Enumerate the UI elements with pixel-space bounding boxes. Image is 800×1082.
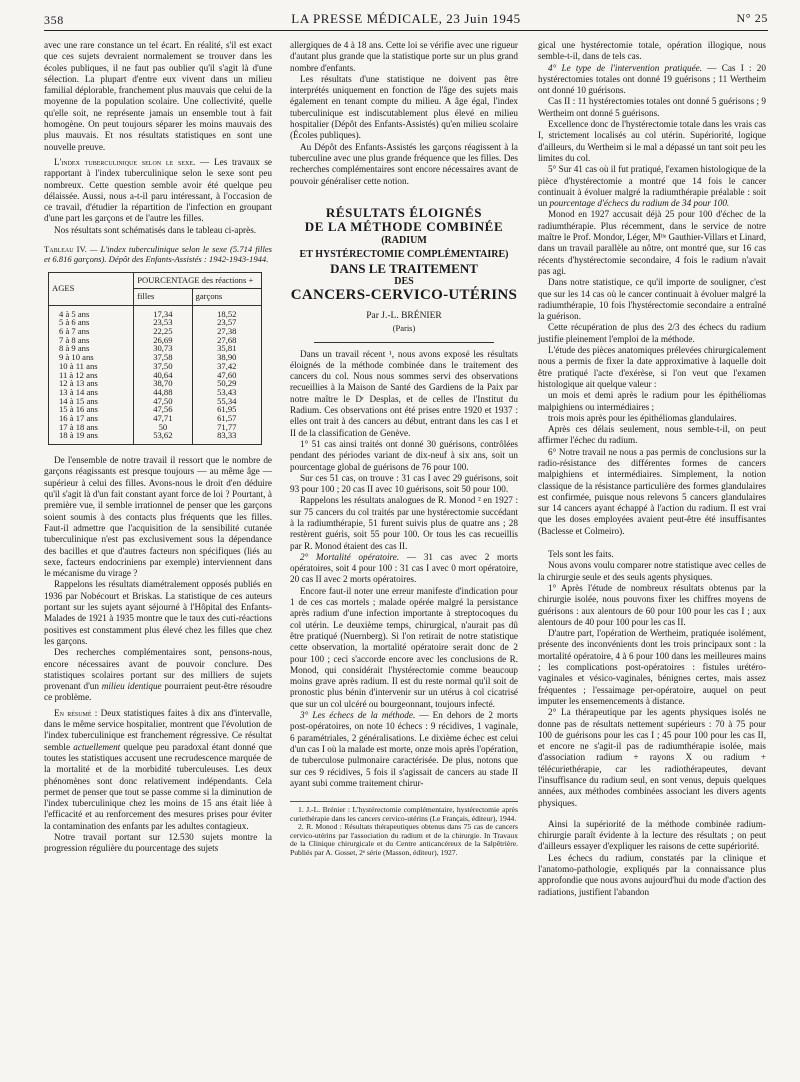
table-header-girls: filles bbox=[134, 289, 192, 305]
column-right bbox=[538, 40, 766, 898]
boys-cell: 83,33 bbox=[192, 431, 261, 444]
age-cell: 18 à 19 ans bbox=[49, 431, 134, 444]
paragraph: 5° Sur 41 cas où il fut pratiqué, l'examen histologique de la pièce d'hystérectomie a montré que 14 fois le cancer continuait à évoluer malgré la radiumthérapie préalable : soit un pourcentage d'échecs du radium de 34 pour 100. bbox=[538, 164, 766, 209]
paragraph: Encore faut-il noter une erreur manifeste d'indication pour 1 de ces cas mortels ; malade opérée malgré la persistance après radium d'une infection importante à streptocoques du col utérin. Le deuxième temps, chirurgical, n'aurait pas dû être pratiqué (Nuernberg). Si l'on retirait de notre statistique cette observation, la mortalité opératoire serait donc de 2 pour 100 ; ceci s'accorde encore avec les conclusions de R. Monod, qui considérait l'hystérectomie comme beaucoup moins grave après radium. Il est du reste normal qu'il soit de pronostic plus bénin d'intervenir sur un utérus à col cicatrisé que sur un col ulcéré ou bourgeonnant, toujours infecté. bbox=[290, 585, 518, 709]
paragraph: Notre travail portant sur 12.530 sujets montre la progression régulière du pourcentage des sujets bbox=[44, 831, 272, 854]
girls-cell: 38,70 bbox=[134, 379, 192, 388]
age-cell: 13 à 14 ans bbox=[49, 388, 134, 397]
resume-heading: En résumé : bbox=[54, 707, 98, 718]
paragraph: un mois et demi après le radium pour les épithéliomas malpighiens ou intermédiaires ; bbox=[538, 390, 766, 412]
boys-cell: 35,81 bbox=[192, 344, 261, 353]
age-cell: 4 à 5 ans bbox=[49, 305, 134, 318]
boys-cell: 55,34 bbox=[192, 397, 261, 406]
boys-cell: 38,90 bbox=[192, 353, 261, 362]
table-header-boys: garçons bbox=[192, 289, 261, 305]
girls-cell: 23,53 bbox=[134, 318, 192, 327]
section-heading: L'index tuberculinique selon le sexe. bbox=[54, 156, 196, 167]
paragraph: En résumé : Deux statistiques faites à dix ans d'intervalle, dans le même service hospitalier, montrent que l'évolution de l'index tuberculinique est franchement régressive. Ce résultat semble actuellement quelque peu paradoxal étant donné que toutes les statistiques accusent une recrudescence marquée de la mortalité et de la morbidité tuberculeuses. Les deux phénomènes sont donc relativement indépendants. Cela permet de penser que tout se passe comme si la diminution de l'index tuberculinique chez les moins de 15 ans était liée à l'efficacité et au renforcement des mesures prises pour éviter la contamination des enfants par les adultes contagieux. bbox=[44, 707, 272, 831]
paragraph: 1° 51 cas ainsi traités ont donné 30 guérisons, contrôlées pendant des périodes variant de dix-neuf à six ans, soit un pourcentage global de guérisons de 76 pour 100. bbox=[290, 438, 518, 472]
age-cell: 14 à 15 ans bbox=[49, 397, 134, 406]
age-cell: 7 à 8 ans bbox=[49, 336, 134, 345]
age-cell: 8 à 9 ans bbox=[49, 344, 134, 353]
paragraph: 4° Le type de l'intervention pratiquée. — Cas I : 20 hystérectomies totales ont donné 19 guérisons ; 11 Wertheim ont donné 10 guérisons. bbox=[538, 62, 766, 96]
boys-cell: 71,77 bbox=[192, 423, 261, 432]
table-row bbox=[49, 431, 262, 444]
paragraph: Après ces délais seulement, nous semble-t-il, on peut affirmer l'échec du radium. bbox=[538, 424, 766, 446]
paragraph: gical une hystérectomie totale, opération illogique, nous semble-t-il, dans de tels cas. bbox=[538, 40, 766, 62]
article-byline: Par J.-L. BRÉNIER bbox=[366, 310, 442, 321]
age-cell: 9 à 10 ans bbox=[49, 353, 134, 362]
article-title-line: DANS LE TRAITEMENT bbox=[330, 261, 478, 277]
article-title-line: CANCERS-CERVICO-UTÉRINS bbox=[290, 286, 518, 303]
paragraph: 6° Notre travail ne nous a pas permis de conclusions sur la radio-résistance des différentes formes de cancers malpighiens et intermédiaires. Simplement, la notion classique de la résistance particulière des formes glandulaires est confirmée, puisque nous relevons 5 cancers glandulaires sur 14 cancers ayant échappé à l'action du radium. Il est vrai que les doses employées avaient peut-être été insuffisantes (Baclesse et Colmeiro). bbox=[538, 446, 766, 536]
boys-cell: 53,43 bbox=[192, 388, 261, 397]
journal-title: LA PRESSE MÉDICALE, 23 Juin 1945 bbox=[291, 11, 521, 26]
divider bbox=[314, 342, 494, 343]
paragraph: Cette récupération de plus des 2/3 des échecs du radium justifie pleinement l'emploi de la méthode. bbox=[538, 322, 766, 344]
girls-cell: 47,50 bbox=[134, 397, 192, 406]
page-number: 358 bbox=[44, 13, 64, 27]
data-table bbox=[48, 272, 262, 445]
girls-cell: 30,73 bbox=[134, 344, 192, 353]
girls-cell: 26,69 bbox=[134, 336, 192, 345]
paragraph: avec une rare constance un tel écart. En réalité, s'il est exact que ces sujets devraient normalement se trouver dans les écoles publiques, il ne faut pas oublier qu'il s'agit là d'une sélection. La plupart d'entre eux vivent dans un milieu familial déplorable, franchement plus mauvais que celui de la moyenne de la population scolaire. Une collectivité, quelle qu'elle soit, ne représente jamais un ensemble tout à fait homogène. On peut toujours séparer les moins mauvais des plus mauvais. Et nos résultats statistiques en sont une nouvelle preuve. bbox=[44, 40, 272, 152]
paragraph: Les échecs du radium, constatés par la clinique et l'anatomo-pathologie, expliqués par la connaissance plus approfondie que nous avons aujourd'hui du mode d'action des radiations, justifient l'abandon bbox=[538, 852, 766, 897]
article-title-line: DES bbox=[394, 276, 414, 288]
paragraph: D'autre part, l'opération de Wertheim, pratiquée isolément, présente des inconvénients dont les trois principaux sont : la mortalité opératoire, 4 à 6 pour 100 dans les meilleures mains ; les complications post-opératoires : fistules urétéro-vaginales et vésico-vaginales, bénignes certes, mais assez fréquentes ; l'essaimage per-opératoire, auquel on peut imputer les ensemencements à distance. bbox=[538, 628, 766, 706]
paragraph: 1° Après l'étude de nombreux résultats obtenus par la chirurgie isolée, nous pouvons fixer les chiffres moyens de guérisons : aux alentours de 60 pour 100 pour les cas I ; aux alentours de 40 pour 100 pour les cas II. bbox=[538, 582, 766, 627]
footnote: 2. R. Monod : Résultats thérapeutiques obtenus dans 75 cas de cancers cervico-utérins par l'association du radium et de la chirurgie. In Travaux de la Clinique chirurgicale et du Centre anticancéreux de la Salpêtrière. Publiés par A. Gosset, 2ᵉ série (Masson, éditeur), 1927. bbox=[290, 822, 518, 858]
paragraph: De l'ensemble de notre travail il ressort que le nombre de garçons réagissants est presque toujours — au même âge — supérieur à celui des filles. Avons-nous le droit d'en déduire qu'il s'agit là d'un fait constant ayant force de loi ? Pourtant, à première vue, il semble irrationnel de penser que les garçons soient soumis à des contacts plus fréquents que les filles. Faut-il admettre que l'acquisition de la sensibilité cutanée tuberculinique n'est pas exclusivement sous la dépendance des bacilles et que d'autres facteurs non spécifiques (liés au sexe, facteurs endocriniens par exemple) interviennent dans le mécanisme du virage ? bbox=[44, 455, 272, 579]
column-middle bbox=[290, 40, 518, 858]
boys-cell: 47,60 bbox=[192, 371, 261, 380]
paragraph: Les résultats d'une statistique ne doivent pas être interprétés uniquement en fonction de l'âge des sujets mais également en tenant compte du milieu. A âge égal, l'index tuberculinique est indiscutablement plus élevé en milieu hospitalier (Dépôt des Enfants-Assistés) qu'en milieu scolaire (Écoles publiques). bbox=[290, 73, 518, 141]
column-left bbox=[44, 40, 272, 855]
paragraph: Nous avons voulu comparer notre statistique avec celles de la chirurgie seule et des seuls agents physiques. bbox=[538, 560, 766, 582]
boys-cell: 18,52 bbox=[192, 305, 261, 318]
paragraph: trois mois après pour les épithéliomas glandulaires. bbox=[548, 412, 737, 423]
paragraph: L'étude des pièces anatomiques prélevées chirurgicalement nous a permis de fixer la date approximative à laquelle doit être pratiqué l'acte d'exérèse, si l'on veut que l'examen histologique ait quelque valeur : bbox=[538, 345, 766, 389]
girls-cell: 40,64 bbox=[134, 371, 192, 380]
issue-number: N° 25 bbox=[736, 11, 768, 25]
paragraph: Tels sont les faits. bbox=[548, 549, 614, 560]
paragraph: 2° Mortalité opératoire. — 31 cas avec 2 morts opératoires, soit 4 pour 100 : 31 cas I avec 0 mort opératoire, 20 cas II avec 2 morts opératoires. bbox=[290, 551, 518, 585]
paragraph: Rappelons les résultats analogues de R. Monod ² en 1927 : sur 75 cancers du col traités par une hystérectomie succédant à la radiumthérapie, 51 furent suivis plus de quatre ans ; 28 restèrent guéris, soit 55 pour 100. Or tous les cas recueillis par R. Monod étaient des cas II. bbox=[290, 495, 518, 551]
paragraph: 3° Les échecs de la méthode. — En dehors de 2 morts post-opératoires, on note 10 échecs : 9 récidives, 1 vaginale, 6 paramétriales, 2 généralisations. Le dixième échec est celui d'un cas I où la malade est morte, onze mois après l'opération, de tuberculose pulmonaire caractérisée. De plus, notons que sur ces 9 récidives, 5 fois il s'agissait de cancers au stade II ayant subi comme traitement chirur- bbox=[290, 710, 518, 788]
girls-cell: 17,34 bbox=[134, 305, 192, 318]
article-affiliation: (Paris) bbox=[392, 323, 416, 334]
page-header bbox=[44, 10, 768, 31]
paragraph: Cas II : 11 hystérectomies totales ont donné 5 guérisons ; 9 Wertheim ont donné 5 guérisons. bbox=[538, 96, 766, 118]
girls-cell: 37,50 bbox=[134, 362, 192, 371]
boys-cell: 37,42 bbox=[192, 362, 261, 371]
age-cell: 5 à 6 ans bbox=[49, 318, 134, 327]
age-cell: 10 à 11 ans bbox=[49, 362, 134, 371]
girls-cell: 50 bbox=[134, 423, 192, 432]
age-cell: 15 à 16 ans bbox=[49, 405, 134, 414]
article-title-block bbox=[290, 204, 518, 335]
table-caption: Tableau IV. — L'index tuberculinique selon le sexe (5.714 filles et 6.816 garçons). Dépôt des Enfants-Assistés : 1942-1943-1944. bbox=[44, 244, 272, 265]
article-title-line: (RADIUM bbox=[381, 235, 427, 247]
paragraph: L'index tuberculinique selon le sexe. — Les travaux se rapportant à l'index tuberculinique selon le sexe sont peu nombreux. Cette question semble avoir été quelque peu délaissée. Aussi, nous a-t-il paru intéressant, à l'occasion de ce travail, d'étudier la répartition de l'infection en groupant d'une part les garçons et de l'autre les filles. bbox=[44, 156, 272, 224]
paragraph: 2° La thérapeutique par les agents physiques isolés ne donne pas de résultats nettement supérieurs : 70 à 75 pour 100 de guérisons pour les cas I ; 45 pour 100 pour les cas II, et encore ne s'agit-il pas de radiumthérapie isolée, mais d'association radium + rayons X ou radium + télécuriethérapie, car les radiothérapeutes, devant l'insuffisance du radium seul, en sont venus, depuis quelques années, aux méthodes combinées associant les divers agents physiques. bbox=[538, 707, 766, 808]
girls-cell: 47,56 bbox=[134, 405, 192, 414]
girls-cell: 53,62 bbox=[134, 431, 192, 444]
boys-cell: 61,95 bbox=[192, 405, 261, 414]
paragraph: Ainsi la supériorité de la méthode combinée radium-chirurgie paraît évidente à la lecture des résultats ; on peut d'ailleurs essayer d'expliquer les raisons de cette supériorité. bbox=[538, 818, 766, 852]
boys-cell: 23,57 bbox=[192, 318, 261, 327]
article-title-line: ET HYSTÉRECTOMIE COMPLÉMENTAIRE) bbox=[299, 248, 509, 260]
age-cell: 17 à 18 ans bbox=[49, 423, 134, 432]
age-cell: 11 à 12 ans bbox=[49, 371, 134, 380]
age-cell: 16 à 17 ans bbox=[49, 414, 134, 423]
boys-cell: 61,57 bbox=[192, 414, 261, 423]
girls-cell: 37,58 bbox=[134, 353, 192, 362]
boys-cell: 27,38 bbox=[192, 327, 261, 336]
boys-cell: 50,29 bbox=[192, 379, 261, 388]
article-title-line: RÉSULTATS ÉLOIGNÉS bbox=[325, 204, 483, 220]
paragraph: Sur ces 51 cas, on trouve : 31 cas I avec 29 guérisons, soit 93 pour 100 ; 20 cas II avec 10 guérisons, soit 50 pour 100. bbox=[290, 472, 518, 495]
paragraph: Excellence donc de l'hystérectomie totale dans les vrais cas I, strictement localisés au col utérin. Supériorité, logique d'ailleurs, du Wertheim si le mal a dépassé un tant soit peu les limites du col. bbox=[538, 119, 766, 163]
paragraph: allergiques de 4 à 18 ans. Cette loi se vérifie avec une rigueur d'autant plus grande que la statistique porte sur un plus grand nombre d'enfants. bbox=[290, 40, 518, 73]
newspaper-page bbox=[44, 10, 768, 1074]
footnote: 1. J.-L. Brénier : L'hystérectomie complémentaire, hystérectomie après curiethérapie dans les cancers cervico-utérins (Le Français, éditeur), 1944. bbox=[290, 805, 518, 823]
paragraph: Au Dépôt des Enfants-Assistés les garçons réagissent à la tuberculine avec une plus grande fréquence que les filles. Des recherches complémentaires sont encore nécessaires avant de pouvoir généraliser cette notion. bbox=[290, 141, 518, 186]
girls-cell: 44,88 bbox=[134, 388, 192, 397]
table-header-percentage: POURCENTAGE des réactions + bbox=[134, 273, 262, 289]
boys-cell: 27,68 bbox=[192, 336, 261, 345]
paragraph: Dans un travail récent ¹, nous avons exposé les résultats éloignés de la méthode combinée dans le traitement des cancers du col. Nous nous sommes servi des observations recueillies à la Maison de Santé des Gardiens de la Paix par notre maître le Dʳ Desplas, et de celles de l'Institut du Radium. Ces observations ont été prises entre 1920 et 1937 : elles ont trait à des cancers au début, entrant dans les cas I et II de la classification de Genève. bbox=[290, 348, 518, 438]
girls-cell: 22,25 bbox=[134, 327, 192, 336]
paragraph: Rappelons les résultats diamétralement opposés publiés en 1936 par Nobécourt et Briskas. La statistique de ces auteurs portant sur les sujets ayant séjourné à l'Hôpital des Enfants-Malades de 1921 à 1935 montre que le taux des cuti-réactions positives est constamment plus élevé chez les filles que chez les garçons. bbox=[44, 579, 272, 646]
age-cell: 6 à 7 ans bbox=[49, 327, 134, 336]
girls-cell: 47,71 bbox=[134, 414, 192, 423]
paragraph: Nos résultats sont schématisés dans le tableau ci-après. bbox=[54, 224, 257, 235]
age-cell: 12 à 13 ans bbox=[49, 379, 134, 388]
footnotes bbox=[290, 801, 518, 858]
paragraph: Monod en 1927 accusait déjà 25 pour 100 d'échec de la radiumthérapie. Plus récemment, dans le service de notre maître le Prof. Mondor, Léger, Mˡˡᵉ Gauthier-Villars et Linard, dans un travail parallèle au nôtre, ont montré que, sur 16 cas récents d'hystérectomie secondaire, 4 fois le radium n'avait pas agi. bbox=[538, 209, 766, 276]
paragraph: Des recherches complémentaires sont, pensons-nous, encore nécessaires avant de pouvoir conclure. Des statistiques scolaires portant sur des milliers de sujets provenant d'un milieu identique pourraient peut-être résoudre ce problème. bbox=[44, 647, 272, 703]
paragraph: Dans notre statistique, ce qu'il importe de souligner, c'est que sur les 14 cas où le cancer continuait à évoluer malgré la radiumthérapie, 10 fois l'hystérectomie secondaire a entraîné la guérison. bbox=[538, 277, 766, 322]
article-title-line: DE LA MÉTHODE COMBINÉE bbox=[304, 219, 504, 235]
table-header-ages: AGES bbox=[49, 273, 134, 306]
